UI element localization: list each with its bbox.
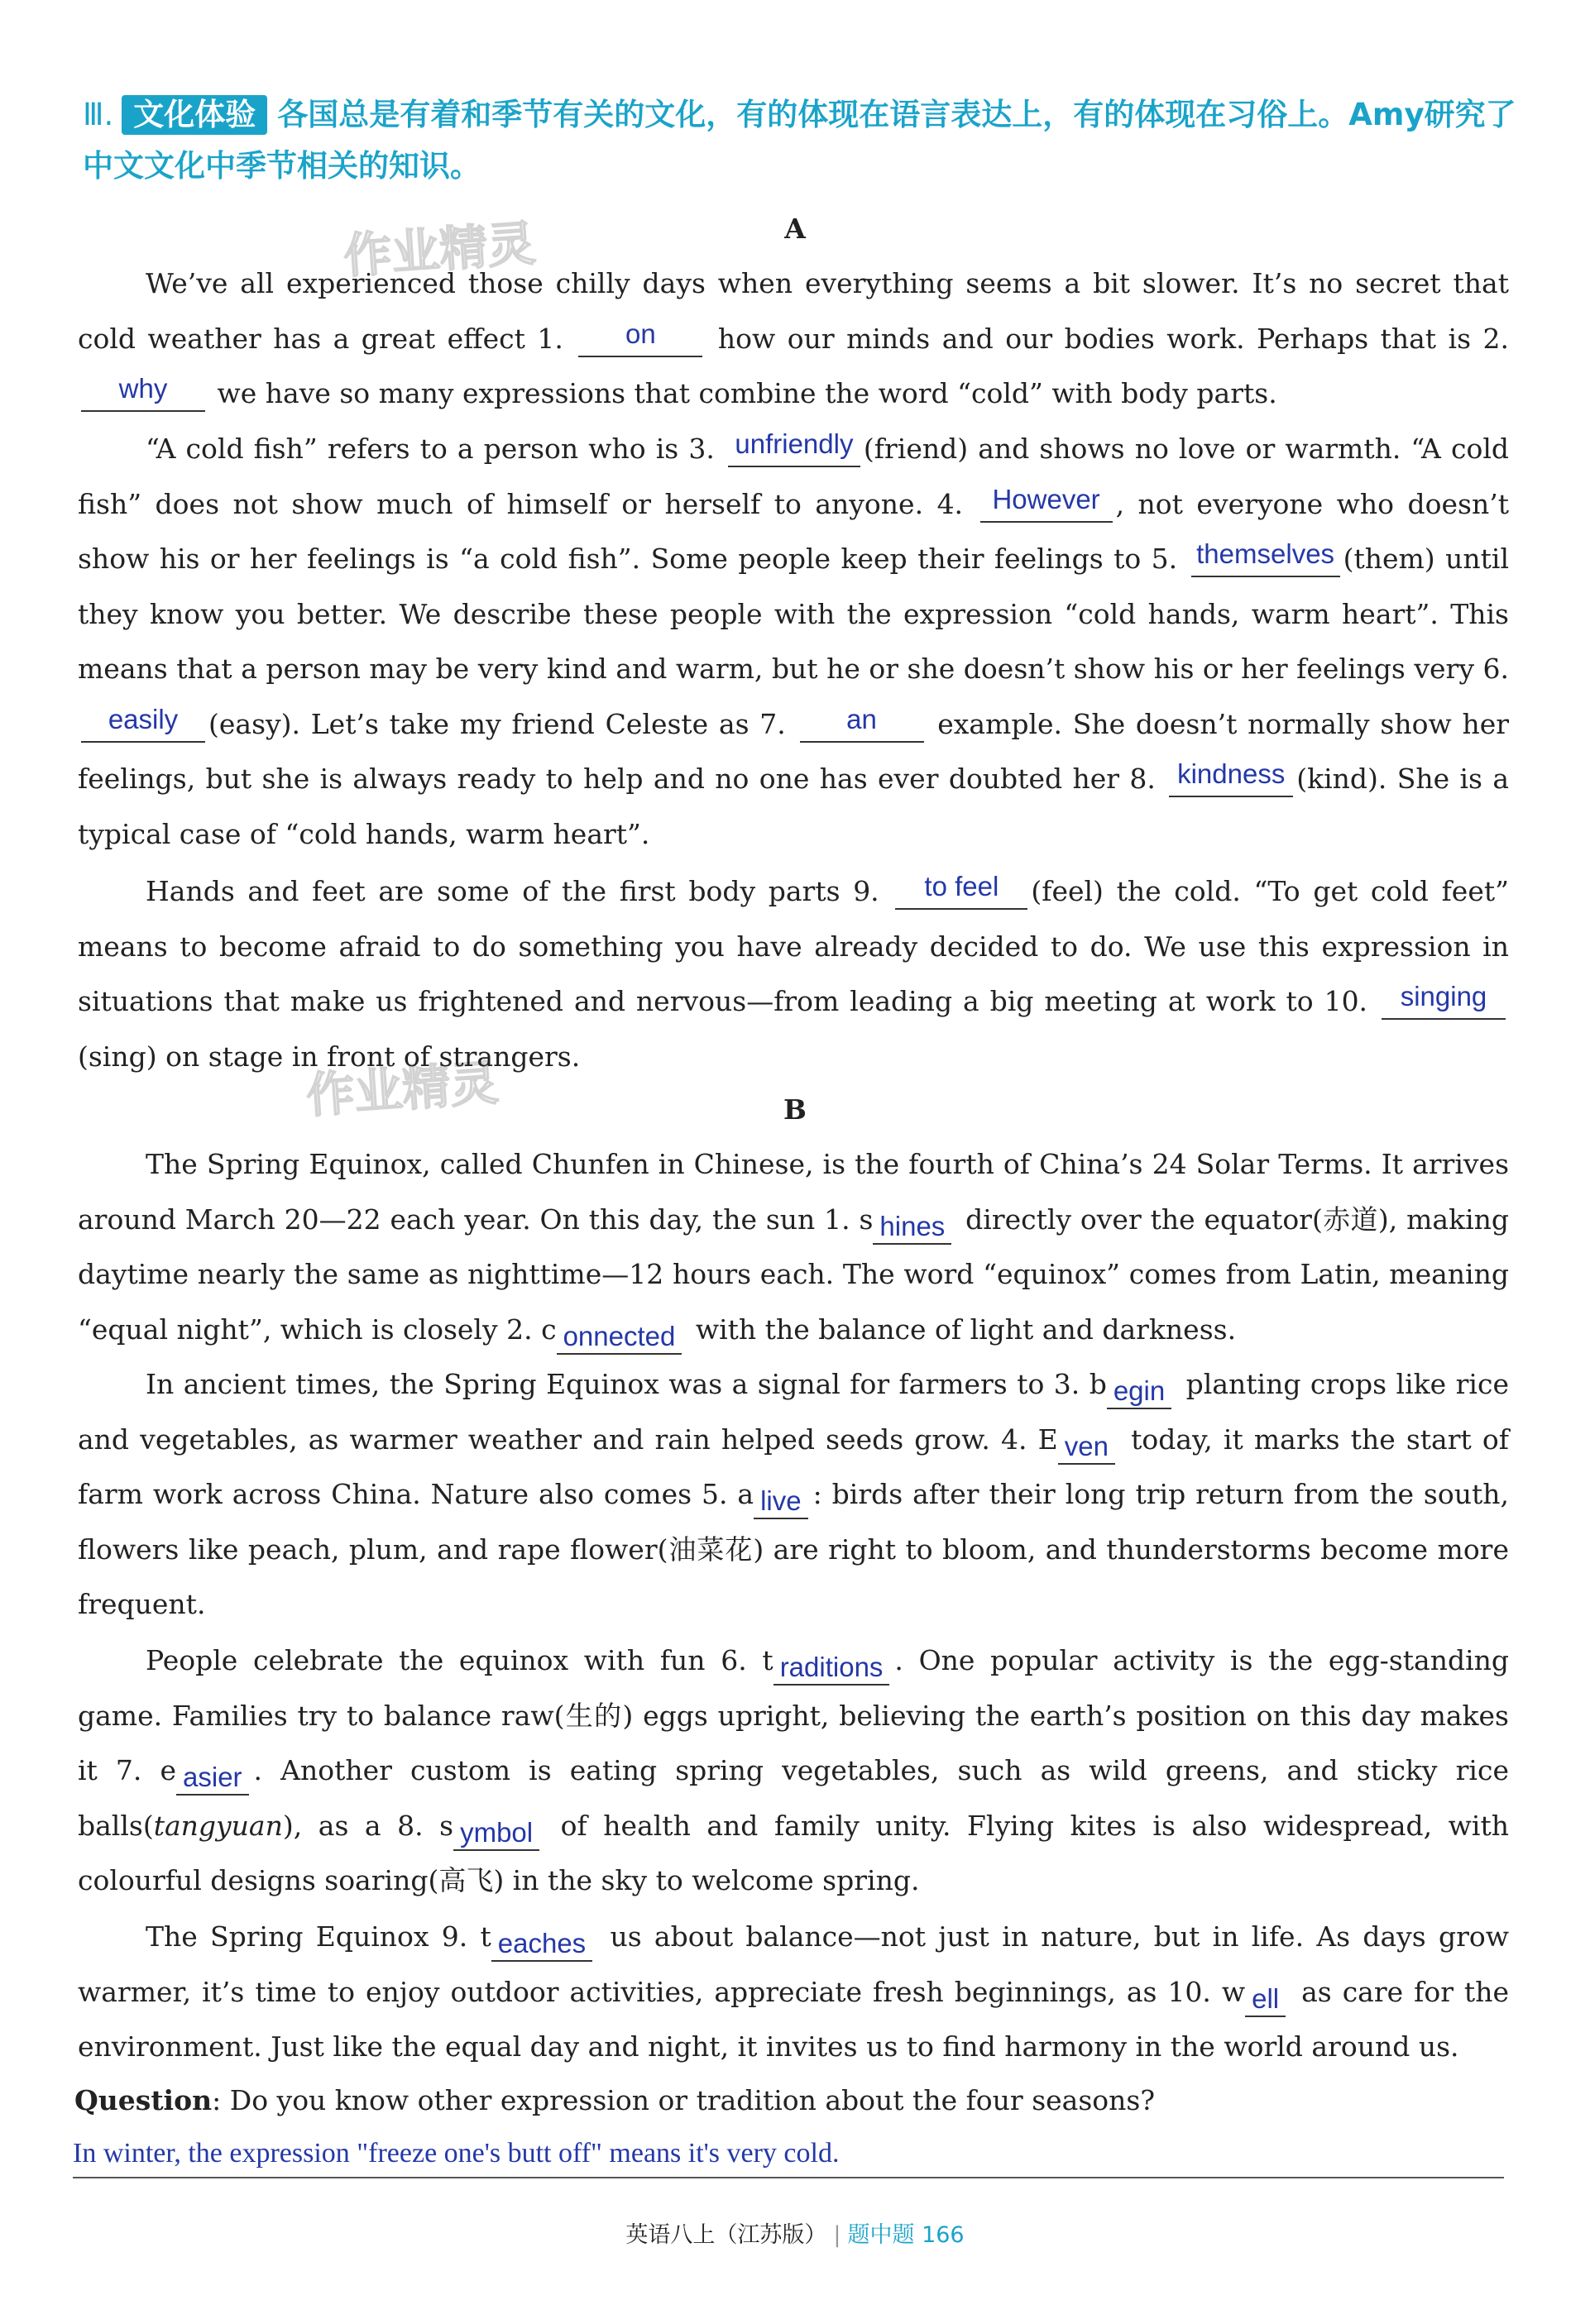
text: The Spring Equinox 9. t xyxy=(146,1920,491,1953)
text: Hands and feet are some of the first body parts 9. xyxy=(146,875,879,907)
text: , not everyone who doesn’t show his or her feelings is “a cold fish”. Some people keep their feelings to 5. xyxy=(78,487,1509,575)
passage-a-label: A xyxy=(784,213,806,245)
answer-text: onnected xyxy=(557,1320,682,1355)
text: The Spring Equinox, called Chunfen in Chinese, is the fourth of China’s 24 Solar Terms. It arrives around March 20—22 each year. On this day, the sun 1. s xyxy=(78,1148,1509,1236)
text: today, it marks the start of farm work across China. Nature also comes 5. a xyxy=(78,1423,1509,1510)
answer-blank xyxy=(728,428,860,467)
answer-text: ymbol xyxy=(453,1816,539,1851)
answer-blank xyxy=(1382,981,1506,1020)
question-answer: In winter, the expression "freeze one's butt off" means it's very cold. xyxy=(73,2135,1504,2178)
answer-text: eaches xyxy=(491,1927,592,1962)
passage-a-paragraph-1 xyxy=(78,256,1509,422)
answer-text: kindness xyxy=(1177,758,1286,789)
answer-blank xyxy=(895,871,1027,910)
text: ), as a 8. s xyxy=(282,1809,454,1842)
text: how our minds and our bodies work. Perhaps that is 2. xyxy=(717,322,1510,355)
passage-a-paragraph-3 xyxy=(78,864,1509,1084)
answer-text: why xyxy=(118,373,168,404)
answer-text: easily xyxy=(108,703,179,734)
text: example. She doesn’t normally show her feelings, but she is always ready to help and no one has ever doubted her 8. xyxy=(78,707,1509,795)
question-text: Do you know other expression or tradition about the four seasons? xyxy=(229,2084,1156,2116)
text: People celebrate the equinox with fun 6. t xyxy=(146,1644,773,1676)
passage-a-paragraph-2 xyxy=(78,422,1509,862)
text: “A cold fish” refers to a person who is 3. xyxy=(146,433,715,465)
text: (kind). She is a typical case of “cold hands, warm heart”. xyxy=(78,763,1509,850)
answer-blank xyxy=(81,373,205,412)
answer-blank xyxy=(1169,758,1293,797)
answer-blank xyxy=(980,483,1113,523)
text: with the balance of light and darkness. xyxy=(695,1313,1237,1346)
text: (feel) the cold. “To get cold feet” means to become afraid to do something you have already decided to do. We use this expression in situations that make us frightened and nervous—from leading a big meeting at work to 10. xyxy=(78,875,1509,1017)
answer-text: live xyxy=(754,1485,808,1519)
text: : birds after their long trip return from the south, flowers like peach, plum, and rape flower(油菜花) are right to bloom, and thunderstorms become more frequent. xyxy=(78,1478,1509,1620)
answer-text: singing xyxy=(1400,981,1487,1011)
text: we have so many expressions that combine the word “cold” with body parts. xyxy=(217,377,1277,409)
answer-text: unfriendly xyxy=(735,428,854,459)
answer-blank xyxy=(1191,538,1340,577)
book-title: 英语八上（江苏版） xyxy=(625,2222,827,2248)
footer-separator: | xyxy=(833,2222,841,2248)
answer-text: asier xyxy=(176,1761,249,1796)
text: (easy). Let’s take my friend Celeste as 7. xyxy=(208,707,786,740)
text: In ancient times, the Spring Equinox was a signal for farmers to 3. b xyxy=(146,1368,1107,1400)
section-header xyxy=(83,89,1522,192)
answer-text: to feel xyxy=(924,871,999,901)
answer-text: ell xyxy=(1245,1982,1286,2017)
text: planting crops like rice and vegetables, as warmer weather and rain helped seeds grow. 4. E xyxy=(78,1368,1509,1456)
answer-text: hines xyxy=(873,1210,951,1245)
question-label: Question xyxy=(74,2084,213,2116)
section-number: Ⅲ. xyxy=(83,97,114,132)
passage-b-label: B xyxy=(783,1093,807,1126)
watermark-logo: 作业精灵 xyxy=(342,214,538,285)
answer-text: egin xyxy=(1107,1375,1171,1409)
page-footer xyxy=(0,2216,1590,2249)
answer-text: ven xyxy=(1058,1430,1115,1465)
text: (them) until they know you better. We describe these people with the expression “cold hands, warm heart”. This means that a person may be very kind and warm, but he or she doesn’t show his or her feelings very 6. xyxy=(78,543,1510,685)
answer-text: an xyxy=(846,703,877,734)
text: . One popular activity is the egg-standing game. Families try to balance raw(生的) eggs upright, believing the earth’s position on this day makes it 7. e xyxy=(78,1644,1510,1786)
text: us about balance—not just in nature, but in life. As days grow warmer, it’s time to enjoy outdoor activities, appreciate fresh beginnings, as 10. w xyxy=(78,1920,1509,2008)
passage-b-paragraph-4 xyxy=(78,1910,1509,2075)
question xyxy=(74,2080,1514,2121)
passage-b-paragraph-1 xyxy=(78,1137,1509,1357)
text: of health and family unity. Flying kites is also widespread, with colourful designs soaring(高飞) in the sky to welcome spring. xyxy=(78,1809,1509,1896)
answer-blank xyxy=(578,318,702,357)
text: as care for the environment. Just like the equal day and night, it invites us to find harmony in the world around us. xyxy=(78,1975,1509,2063)
answer-text: on xyxy=(625,318,656,349)
question-colon: : xyxy=(212,2084,222,2116)
passage-b-paragraph-2 xyxy=(78,1357,1509,1633)
answer-blank xyxy=(81,703,205,743)
answer-text: themselves xyxy=(1196,538,1335,569)
italic-word: tangyuan xyxy=(153,1809,283,1842)
answer-text: However xyxy=(992,483,1100,514)
section-tag: 文化体验 xyxy=(122,95,267,135)
text: . Another custom is eating spring vegetables, such as wild greens, and sticky rice balls( xyxy=(78,1754,1509,1842)
text: We’ve all experienced those chilly days when everything seems a bit slower. It’s no secret that cold weather has a great effect 1. xyxy=(78,267,1509,355)
passage-b-paragraph-3 xyxy=(78,1633,1509,1909)
page-number: 166 xyxy=(922,2222,965,2248)
answer-text: raditions xyxy=(773,1651,890,1686)
text: (friend) and shows no love or warmth. “A cold fish” does not show much of himself or herself to anyone. 4. xyxy=(78,433,1510,520)
text: (sing) on stage in front of strangers. xyxy=(78,1040,581,1073)
answer-blank xyxy=(800,703,924,743)
watermark-logo: 作业精灵 xyxy=(304,1054,500,1124)
series-name: 题中题 xyxy=(847,2222,915,2248)
section-intro: 各国总是有着和季节有关的文化，有的体现在语言表达上，有的体现在习俗上。Amy研究了中文文化中季节相关的知识。 xyxy=(83,97,1516,184)
text: directly over the equator(赤道), making daytime nearly the same as nighttime—12 hours each. The word “equinox” comes from Latin, meaning “equal night”, which is closely 2. c xyxy=(78,1203,1510,1346)
